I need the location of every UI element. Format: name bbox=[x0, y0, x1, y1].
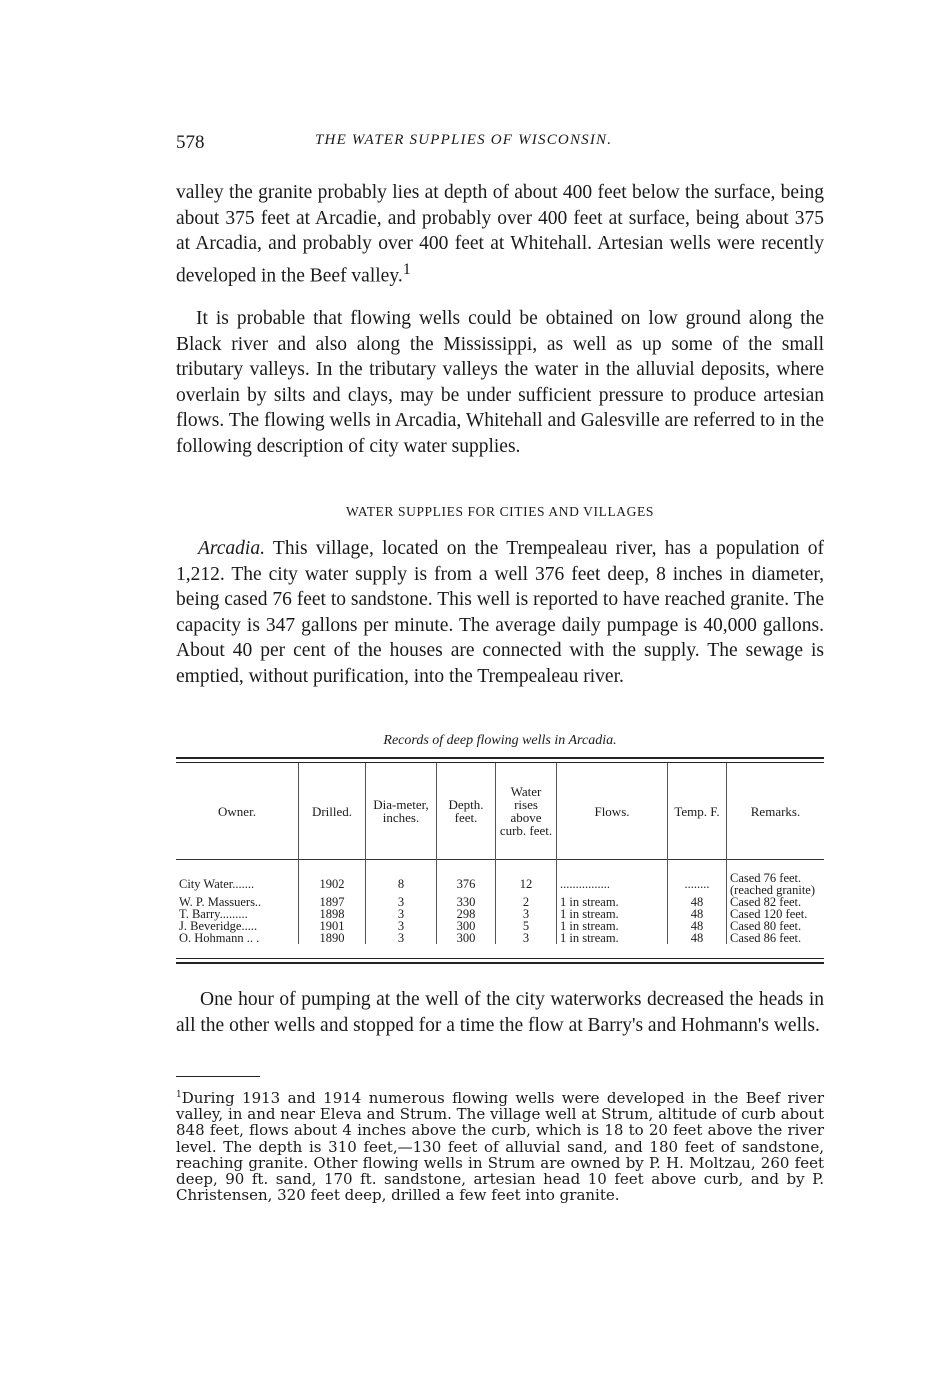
header-owner: Owner. bbox=[176, 763, 299, 860]
cell-drilled: 1897 bbox=[299, 896, 366, 908]
header-flows: Flows. bbox=[557, 763, 668, 860]
cell-diameter: 3 bbox=[366, 920, 437, 932]
arcadia-lead: Arcadia. bbox=[198, 538, 265, 559]
footnote-rule bbox=[176, 1076, 260, 1077]
table-row bbox=[176, 872, 824, 896]
running-head: THE WATER SUPPLIES OF WISCONSIN. bbox=[315, 132, 613, 148]
cell-temp: 48 bbox=[668, 920, 727, 932]
paragraph-arcadia bbox=[176, 536, 824, 689]
cell-flows: 1 in stream. bbox=[557, 920, 668, 932]
cell-rises: 2 bbox=[496, 896, 557, 908]
cell-drilled: 1901 bbox=[299, 920, 366, 932]
cell-drilled: 1890 bbox=[299, 932, 366, 944]
paragraph-pumping: One hour of pumping at the well of the city waterworks decreased the heads in all the other wells and stopped for a time the flow at Barry's and Hohmann's wells. bbox=[176, 989, 824, 1036]
cell-rises: 12 bbox=[496, 872, 557, 896]
wells-table bbox=[176, 763, 824, 944]
table-row bbox=[176, 908, 824, 920]
header-diameter: Dia-meter, inches. bbox=[366, 763, 437, 860]
cell-temp: 48 bbox=[668, 932, 727, 944]
wells-table-container bbox=[176, 757, 824, 964]
cell-remarks: Cased 80 feet. bbox=[730, 919, 802, 933]
cell-temp: 48 bbox=[668, 908, 727, 920]
cell-diameter: 3 bbox=[366, 908, 437, 920]
cell-drilled: 1898 bbox=[299, 908, 366, 920]
cell-owner: T. Barry......... bbox=[176, 908, 299, 920]
header-separator bbox=[176, 860, 824, 873]
cell-flows: 1 in stream. bbox=[557, 896, 668, 908]
table-bottom-rule bbox=[176, 958, 824, 964]
cell-diameter: 3 bbox=[366, 932, 437, 944]
cell-depth: 300 bbox=[437, 920, 496, 932]
cell-remarks: Cased 120 feet. bbox=[730, 907, 808, 921]
paragraph-intro bbox=[176, 180, 824, 289]
cell-depth: 330 bbox=[437, 896, 496, 908]
cell-remarks: Cased 82 feet. bbox=[730, 895, 802, 909]
table-header-row bbox=[176, 763, 824, 860]
header-water-rises: Water rises above curb. feet. bbox=[496, 763, 557, 860]
cell-owner: W. P. Massuers.. bbox=[176, 896, 299, 908]
paragraph-flowing-wells: It is probable that flowing wells could be obtained on low ground along the Black river and also along the Mississippi, as well as up some of the small tributary valleys. In the tributary valleys the water in the alluvial deposits, where overlain by silts and clays, may be under sufficient pressure to produce artesian flows. The flowing wells in Arcadia, Whitehall and Galesville are referred to in the following description of city water supplies. bbox=[176, 308, 824, 457]
footnote-text: During 1913 and 1914 numerous flowing wells were developed in the Beef river valley, in and near Eleva and Strum. The village well at Strum, altitude of curb about 848 feet, flows about 4 inches above the curb, which is 18 to 20 feet above the river level. The depth is 310 feet,—130 feet of alluvial sand, and 180 feet of sandstone, reaching granite. Other flowing wells in Strum are owned by P. H. Moltzau, 260 feet deep, 90 ft. sand, 170 ft. sandstone, artesian head 10 feet above curb, and by P. Christensen, 320 feet deep, drilled a few feet into granite. bbox=[176, 1089, 824, 1205]
table-row bbox=[176, 920, 824, 932]
cell-remarks: Cased 86 feet. bbox=[730, 931, 802, 945]
section-title: WATER SUPPLIES FOR CITIES AND VILLAGES bbox=[346, 504, 654, 519]
footnote bbox=[176, 1087, 824, 1203]
cell-flows: 1 in stream. bbox=[557, 908, 668, 920]
cell-rises: 3 bbox=[496, 932, 557, 944]
header-remarks: Remarks. bbox=[750, 803, 801, 819]
table-row bbox=[176, 932, 824, 944]
cell-depth: 376 bbox=[437, 872, 496, 896]
footnote-reference: 1 bbox=[402, 259, 411, 278]
table-caption: Records of deep flowing wells in Arcadia. bbox=[383, 733, 617, 748]
cell-depth: 298 bbox=[437, 908, 496, 920]
cell-owner: J. Beveridge..... bbox=[176, 920, 299, 932]
cell-temp: ........ bbox=[668, 872, 727, 896]
header-drilled: Drilled. bbox=[299, 763, 366, 860]
cell-temp: 48 bbox=[668, 896, 727, 908]
cell-remarks: Cased 76 feet. (reached granite) bbox=[730, 871, 816, 897]
cell-rises: 5 bbox=[496, 920, 557, 932]
header-temp: Temp. F. bbox=[668, 763, 727, 860]
footnote-mark: 1 bbox=[176, 1090, 182, 1100]
cell-diameter: 8 bbox=[366, 872, 437, 896]
cell-owner: O. Hohmann .. . bbox=[176, 932, 299, 944]
cell-rises: 3 bbox=[496, 908, 557, 920]
header-depth: Depth. feet. bbox=[437, 763, 496, 860]
page-number: 578 bbox=[176, 132, 205, 153]
cell-diameter: 3 bbox=[366, 896, 437, 908]
table-row bbox=[176, 896, 824, 908]
cell-flows: ................ bbox=[557, 872, 668, 896]
paragraph-intro-text: valley the granite probably lies at depth of about 400 feet below the surface, being about 375 feet at Arcadie, and probably over 400 feet at surface, being about 375 at Arcadia, and probably over 400 feet at Whitehall. Artesian wells were recently developed in the Beef valley. bbox=[176, 182, 824, 286]
cell-depth: 300 bbox=[437, 932, 496, 944]
paragraph-arcadia-text: This village, located on the Trempealeau river, has a population of 1,212. The city water supply is from a well 376 feet deep, 8 inches in diameter, being cased 76 feet to sandstone. This well is reported to have reached granite. The capacity is 347 gallons per minute. The average daily pumpage is 40,000 gallons. About 40 per cent of the houses are connected with the supply. The sewage is emptied, without purification, into the Trempealeau river. bbox=[176, 538, 824, 687]
cell-drilled: 1902 bbox=[299, 872, 366, 896]
cell-owner: City Water....... bbox=[176, 872, 299, 896]
cell-flows: 1 in stream. bbox=[557, 932, 668, 944]
